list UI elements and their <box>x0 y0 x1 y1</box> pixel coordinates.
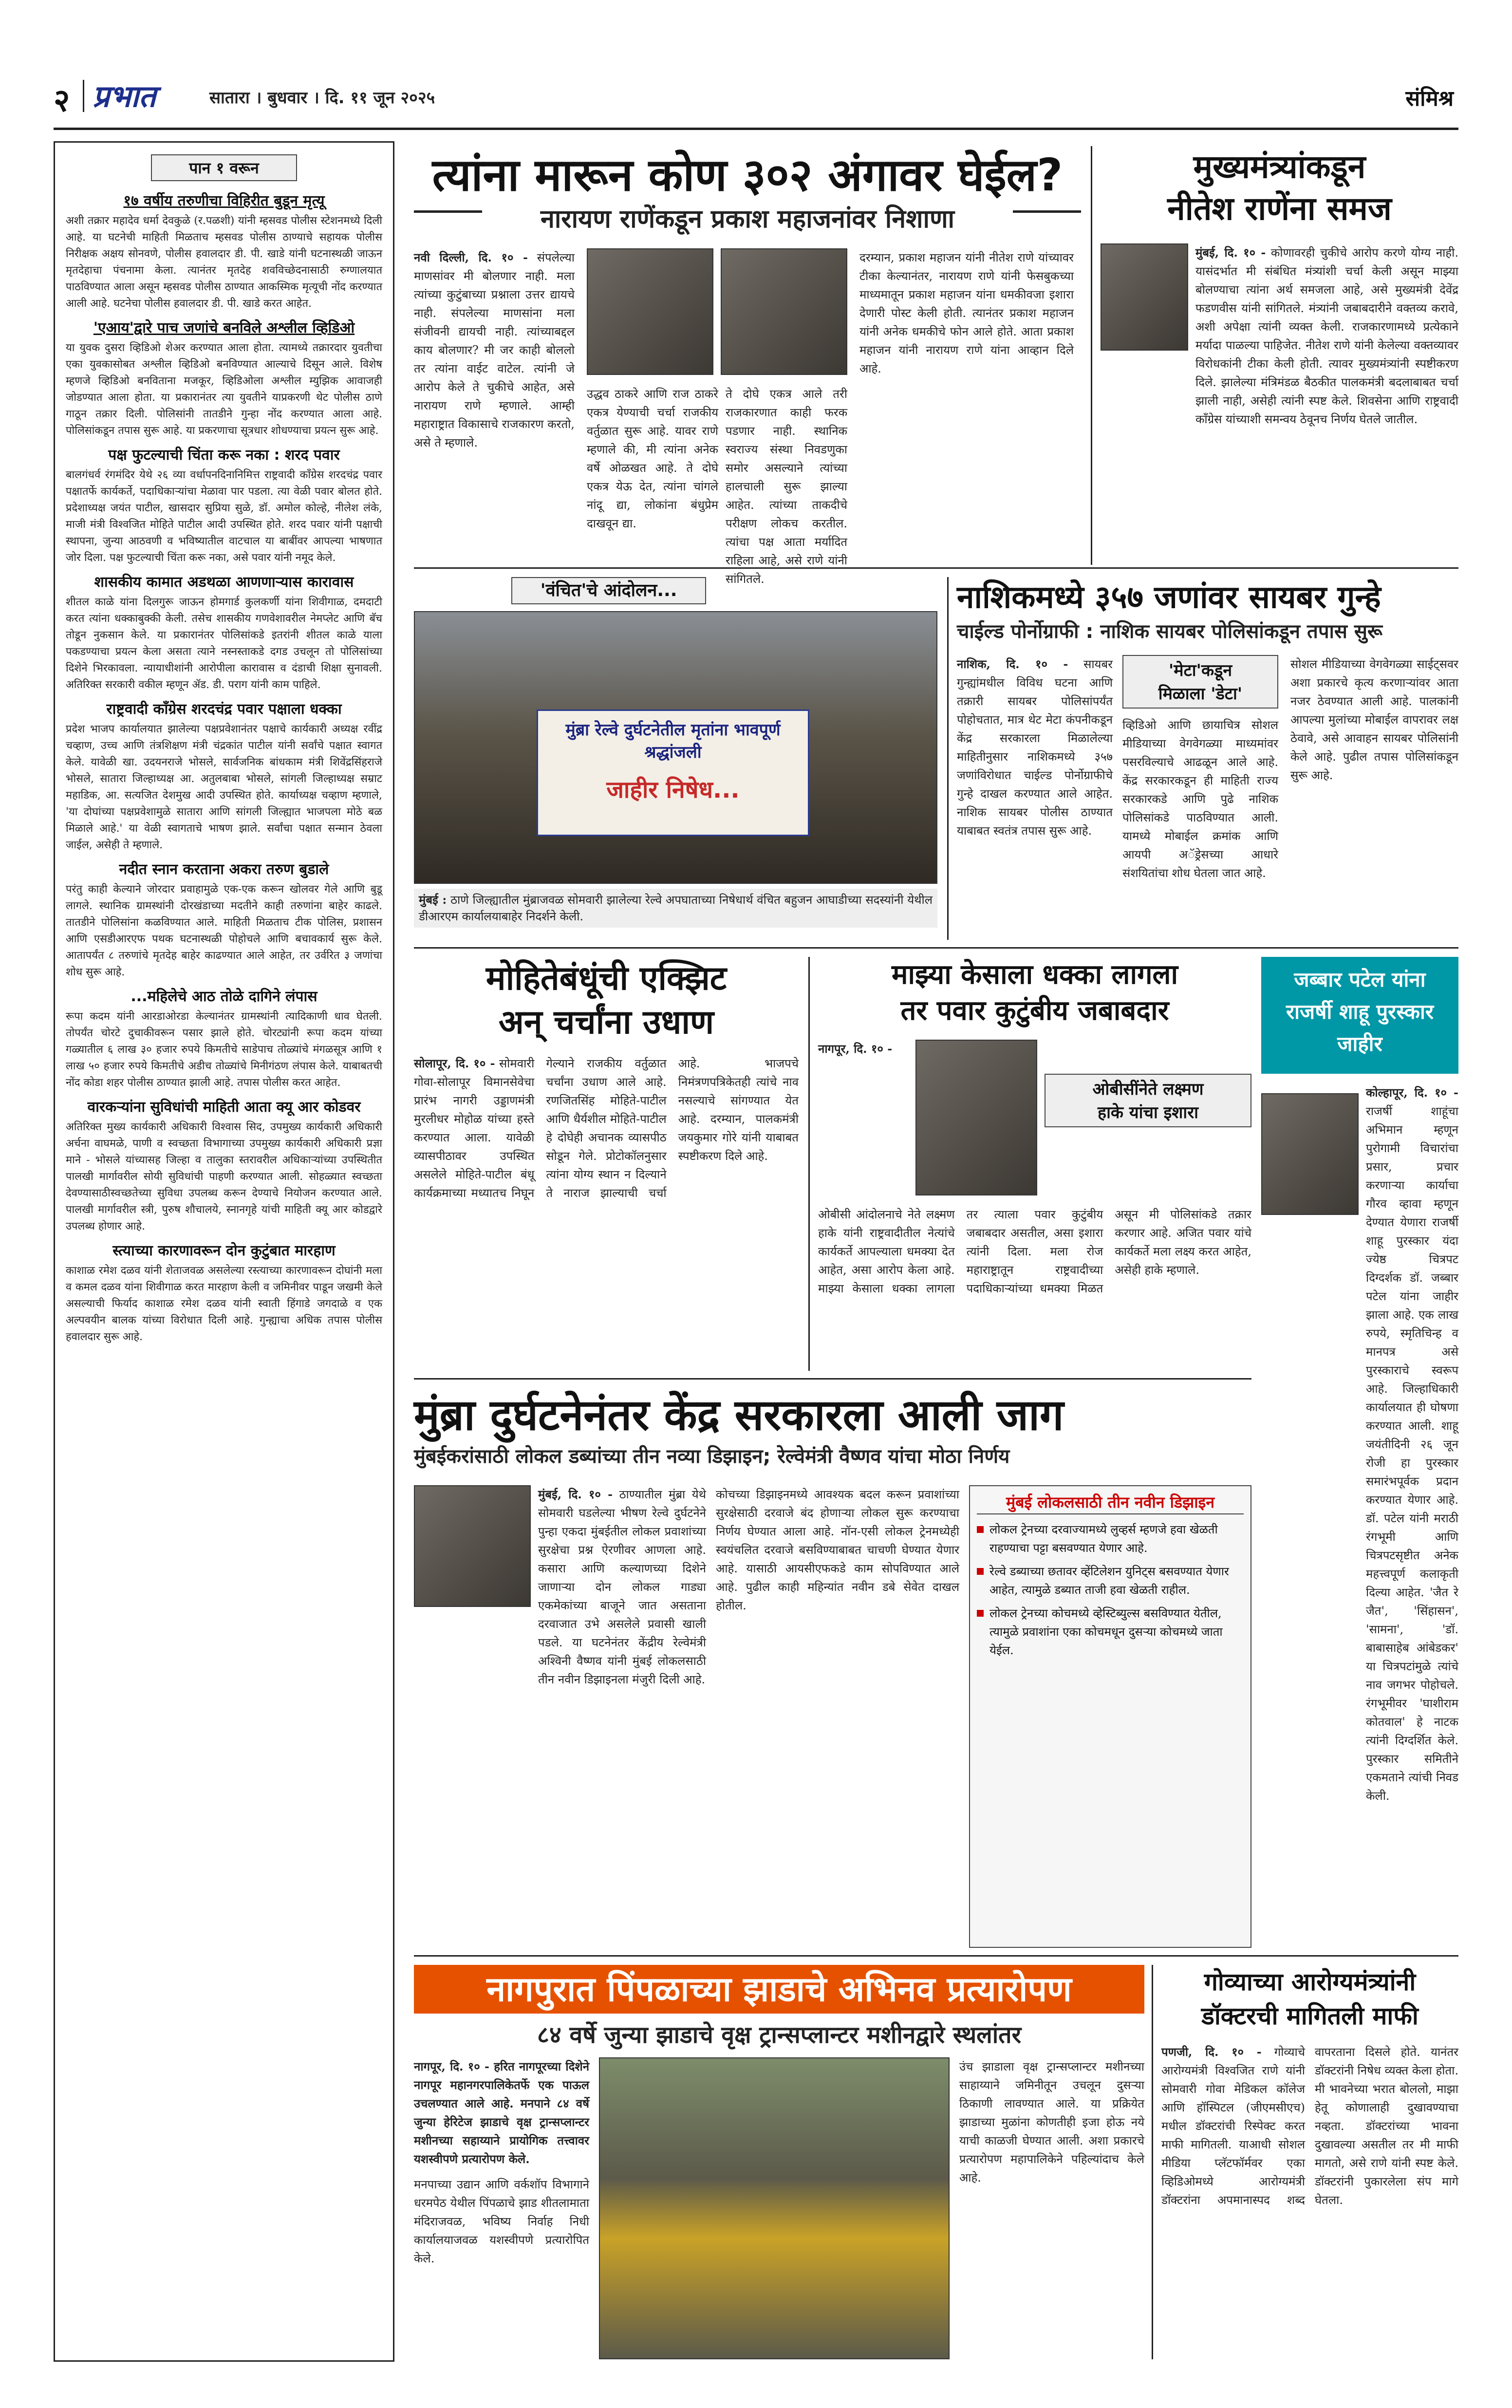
award-body <box>1261 1083 1458 1950</box>
page-number: २ <box>54 83 70 119</box>
hake-headline-1: माझ्या केसाला धक्का लागला <box>891 959 1178 990</box>
left-story-4 <box>66 571 382 693</box>
factbox-item <box>977 1604 1244 1660</box>
nagpur-header <box>414 1965 1144 2014</box>
goa-headline-2: डॉक्टरची मागितली माफी <box>1201 2002 1419 2030</box>
section-rule <box>414 1378 1251 1380</box>
cm-headline-1: मुख्यमंत्र्यांकडून <box>1193 148 1366 186</box>
goa-dateline: पणजी, दि. १० - <box>1161 2045 1262 2059</box>
left-story-5 <box>66 698 382 854</box>
factbox-point: रेल्वे डब्याच्या छतावर व्हेंटिलेशन युनिट्स बसवण्यात येणार आहेत, त्यामुळे डब्यात ताजी हवा खेळती राहील. <box>989 1565 1229 1597</box>
bullet-icon <box>977 1610 984 1617</box>
left-story-6 <box>66 859 382 981</box>
lead-rule-left <box>414 210 482 213</box>
mohite-dateline: सोलापूर, दि. १० - <box>414 1056 495 1070</box>
photo-laxman-hake <box>915 1040 1037 1195</box>
left-story-2 <box>66 317 382 439</box>
left-story-8 <box>66 1096 382 1235</box>
left-story-3 <box>66 444 382 566</box>
goa-text: गोव्याचे आरोग्यमंत्री विश्वजित राणे यांनी सोमवारी गोवा मेडिकल कॉलेज आणि हॉस्पिटल (जीएमसीएच) मधील डॉक्टरांची रिस्पेक्ट करत माफी मागितली. याआधी सोशल मीडिया प्लॅटफॉर्मवर एका व्हिडिओमध्ये आरोग्यमंत्री डॉक्टरांना अपमानास्पद शब्द वापरताना दिसले होते. यानंतर डॉक्टरांनी निषेध व्यक्त केला होता. मी भावनेच्या भरात बोललो, माझा हेतू कोणालाही दुखावण्याचा नव्हता. डॉक्टरांच्या भावना दुखावल्या असतील तर मी माफी मागतो, असे राणे यांनी स्पष्ट केले. डॉक्टरांनी पुकारलेला संप मागे घेतला. <box>1161 2045 1458 2207</box>
section-rule <box>414 1955 1458 1957</box>
cyber-col-3: सोशल मीडियाच्या वेगवेगळ्या साईट्सवर अशा प्रकारचे कृत्य करणाऱ्यांवर आता नजर ठेवण्यात आली आहे. पालकांनी आपल्या मुलांच्या मोबाईल वापरावर लक्ष ठेवावे, असे आवाहन सायबर पोलिसांनी केले आहे. पुढील तपास पोलिसांकडून सुरू आहे. <box>1290 657 1458 782</box>
story-heading: १७ वर्षीय तरुणीचा विहिरीत बुडून मृत्यू <box>123 192 325 209</box>
goa-body <box>1161 2043 1458 2359</box>
section-rule <box>414 947 1458 949</box>
story-text: शीतल काळे यांना दिलगुरू जाऊन होमगार्ड कुलकर्णी यांना शिवीगाळ, दमदाटी करत त्यांना धक्काबुक्की केली. तसेच शासकीय गणवेशावरील नेमप्लेट आणि बॅच तोडून नुकसान केले. या प्रकारानंतर पोलिसांकडे इतरांनी शीतल काळे याला पकडण्याचा प्रयत्न केला असता त्याने नस्नस्ताकडे दगड उचलून तो पोलिसांच्या दिशेने भिरकावला. न्यायाधीशांनी आरोपीला कारावास व दंडाची शिक्षा सुनावली. अतिरिक्त सरकारी वकील म्हणून ॲड. डी. पराग यांनी काम पाहिले. <box>66 596 382 691</box>
story-heading: पक्ष फुटल्याची चिंता करू नका : शरद पवार <box>108 447 340 464</box>
story-text: रूपा कदम यांनी आरडाओरडा केल्यानंतर ग्रामस्थांनी त्यादिकाणी धाव घेतली. तोपर्यंत चोरटे दुचाकीवरून पसार झाले होते. चोरट्यांनी रूपा कदम यांच्या गळ्यातील ६ लाख ३० हजार रुपये किमतीचे साडेपाच तोळ्यांचे मंगळसूत्र आणि १ लाख ५० हजार रुपये किमतीचे अडीच तोळ्यांचे मिनीगंठण लंपास केले. याबाबतची नोंद काेडा शहर पोलीस ठाण्यात झाली आहे. तपास पोलीस करत आहेत. <box>66 1010 382 1089</box>
photo-narayan-rane <box>587 248 713 375</box>
cyber-text-1: सायबर गुन्ह्यांमधील विविध घटना आणि तक्रारी सायबर पोलिसांपर्यंत पोहोचतात, मात्र थेट मेटा कंपनीकडून केंद्र सरकारला मिळालेल्या माहितीनुसार नाशिकमध्ये ३५७ जणांविरोधात चाईल्ड पोर्नोग्राफीचे गुन्हे दाखल करण्यात आले आहेत. नाशिक सायबर पोलीस ठाण्यात याबाबत स्वतंत्र तपास सुरू आहे. <box>957 657 1113 838</box>
story-heading: नदीत स्नान करताना अकरा तरुण बुडाले <box>119 861 329 878</box>
lead-col-3: ते दोघे एकत्र आले तरी राजकारणात काही फरक पडणार नाही. स्थानिक स्वराज्य संस्था निवडणुका समोर असल्याने त्यांच्या हालचाली सुरू झाल्या आहेत. त्यांच्या ताकदीचे परीक्षण लोकच करतील. त्यांचा पक्ष आता मर्यादित राहिला आहे, असे राणे यांनी सांगितले. <box>726 387 847 586</box>
left-column-header <box>151 154 297 181</box>
lead-rule-right <box>1013 210 1081 213</box>
column-rule <box>1152 1965 1153 2359</box>
mohite-story <box>414 957 799 1371</box>
mumbra-story <box>414 1388 1251 1948</box>
mohite-text: सोमवारी गोवा-सोलापूर विमानसेवेचा प्रारंभ नागरी उड्डाणमंत्री मुरलीधर मोहोळ यांच्या हस्ते करण्यात आला. यावेळी व्यासपीठावर उपस्थित असलेले मोहिते-पाटील बंधू कार्यक्रमाच्या मध्यातच निघून गेल्याने राजकीय वर्तुळात चर्चांना उधाण आले आहे. रणजितसिंह मोहिते-पाटील आणि धैर्यशील मोहिते-पाटील हे दोघेही अचानक व्यासपीठ सोडून गेले. प्रोटोकॉलनुसार त्यांना योग्य स्थान न दिल्याने ते नाराज झाल्याची चर्चा आहे. भाजपचे निमंत्रणपत्रिकेतही त्यांचे नाव नसल्याचे सांगण्यात येत आहे. दरम्यान, पालकमंत्री जयकुमार गोरे यांनी याबाबत स्पष्टीकरण दिले आहे. <box>414 1057 799 1200</box>
award-headline-2: राजर्षी शाहू पुरस्कार <box>1286 1000 1434 1024</box>
lead-col-4: दरम्यान, प्रकाश महाजन यांनी नीतेश राणे यांच्यावर टीका केल्यानंतर, नारायण राणे यांनी फेसबुकच्या माध्यमातून प्रकाश महाजन यांना धमकीवजा इशारा देणारी पोस्ट केली होती. त्यानंतर प्रकाश महाजन यांनी अनेक धमकीचे फोन आले होते. आता प्रकाश महाजन यांनी नारायण राणे यांना आव्हान दिले आहे. <box>859 251 1074 375</box>
nagpur-headline: नागपुरात पिंपळाच्या झाडाचे अभिनव प्रत्यारोपण <box>486 1969 1072 2009</box>
mumbra-col-1 <box>414 1485 706 1948</box>
story-text: काशाळ रमेश दळव यांनी शेताजवळ असलेल्या रस्त्याच्या कारणावरून दोघांनी मला व कमल दळव यांना शिवीगाळ करत मारहाण केली व जमिनीवर पाडून जखमी केले असल्याची फिर्याद काशाळ रमेश दळव यांनी स्वाती हिंगाडे जगदाळे व एक अल्पवयीन बालक यांच्या विरोधात दिली आहे. गुन्ह्याचा अधिक तपास पोलीस हवालदार सुरू आहे. <box>66 1265 382 1343</box>
story-heading: ...महिलेचे आठ तोळे दागिने लंपास <box>131 988 317 1005</box>
lead-text-1: संपलेल्या माणसांवर मी बोलणार नाही. मला त्यांच्या कुटुंबाच्या प्रश्नाला उत्तर द्यायचे नाही. संपलेल्या माणसांना मला संजीवनी द्यायची नाही. त्यांच्याबद्दल काय बोलणार? मी जर काही बोललो तर त्यांना वाईट वाटेल. त्यांनी जे आरोप केले ते चुकीचे आहेत, असे नारायण राणे म्हणाले. आम्ही महाराष्ट्रात विकासाचे राजकारण करतो, असे ते म्हणाले. <box>414 251 575 449</box>
mumbra-subhead: मुंबईकरांसाठी लोकल डब्यांच्या तीन नव्या डिझाइन; रेल्वेमंत्री वैष्णव यांचा मोठा निर्णय <box>414 1445 1010 1468</box>
hake-dateline: नागपूर, दि. १० - <box>818 1042 893 1056</box>
story-text: परंतु काही केल्याने जोरदार प्रवाहामुळे एक-एक करून खोलवर गेले आणि बुडू लागले. स्थानिक ग्रामस्थांनी दोरखंडाच्या मदतीने काही तरुणांना बाहेर काढले. तातडीने पोलिसांना कळविण्यात आले. माहिती मिळताच टीक पोलिस, प्रशासन आणि एसडीआरएफ पथक घटनास्थळी पोहोचले आणि बचावकार्य सुरू केले. आतापर्यंत ८ तरुणांचे मृतदेह बाहेर काढण्यात आले आहेत, तर उर्वरित ३ जणांचा शोध सुरू आहे. <box>66 883 382 978</box>
left-story-1 <box>66 190 382 312</box>
cyber-box-title-2: मिळाला 'डेटा' <box>1158 684 1243 704</box>
cm-dateline: मुंबई, दि. १० - <box>1195 245 1266 260</box>
section-rule <box>414 567 1458 569</box>
mohite-body <box>414 1054 799 1371</box>
story-heading: स्त्याच्या कारणावरून दोन कुटुंबात मारहाण <box>112 1242 336 1259</box>
goa-headline-1: गोव्याच्या आरोग्यमंत्र्यांनी <box>1204 1968 1416 1996</box>
nagpur-intro: हरित नागपूरच्या दिशेने नागपूर महानगरपालिकेतर्फे एक पाऊल उचलण्यात आले आहे. मनपाने ८४ वर्षे जुन्या हेरिटेज झाडाचे वृक्ष ट्रान्सप्लान्टर मशीनच्या सहाय्याने प्रायोगिक तत्त्वावर यशस्वीपणे प्रत्यारोपण केले. <box>414 2059 590 2166</box>
protest-photo-story <box>414 577 937 940</box>
award-dateline: कोल्हापूर, दि. १० - <box>1366 1085 1458 1100</box>
nagpur-text-1: मनपाच्या उद्यान आणि वर्कशॉप विभागाने धरमपेठ येथील पिंपळाचे झाड शीतलामाता मंदिराजवळ, भविष्य निर्वाह निधी कार्यालयाजवळ यशस्वीपणे प्रत्यारोपित केले. <box>414 2178 589 2265</box>
protest-photo <box>414 611 937 884</box>
lead-col-1 <box>414 248 575 565</box>
photo-tree-transplanter <box>599 2057 950 2359</box>
hake-body: ओबीसी आंदोलनाचे नेते लक्ष्मण हाके यांनी राष्ट्रवादीतील नेत्यांचे कार्यकर्ते आपल्याला धमक्या देत आहेत, असा आरोप केला आहे. माझ्या केसाला धक्का लागला तर त्याला पवार कुटुंबीय जबाबदार असतील, असा इशारा त्यांनी दिला. मला रोज महाराष्ट्रातून राष्ट्रवादीच्या पदाधिकाऱ्यांच्या धमक्या मिळत असून मी पोलिसांकडे तक्रार करणार आहे. अजित पवार यांचे कार्यकर्ते मला लक्ष्य करत आहेत, असेही हाके म्हणाले. <box>818 1208 1251 1295</box>
mohite-headline-2: अन् चर्चांना उधाण <box>498 1003 714 1042</box>
continued-label: पान १ वरून <box>189 159 259 177</box>
cyber-dateline: नाशिक, दि. १० - <box>957 657 1068 671</box>
nagpur-col-1 <box>414 2057 589 2359</box>
column-rule <box>947 577 949 940</box>
cm-text: कोणावरही चुकीचे आरोप करणे योग्य नाही. यासंदर्भात मी संबंधित मंत्र्यांशी चर्चा केली असून माझ्या बोलण्याचा त्यांना अर्थ समजला आहे, असे मुख्यमंत्री देवेंद्र फडणवीस यांनी सांगितले. मंत्र्यांनी जबाबदारीने वक्तव्य करावे, अशी अपेक्षा त्यांनी व्यक्त केली. राजकारणामध्ये प्रत्येकाने मर्यादा पाळल्या पाहिजेत. नीतेश राणे यांनी केलेल्या वक्तव्यावर विरोधकांनी टीका केली होती. त्यावर मुख्यमंत्र्यांनी स्पष्टीकरण दिले. झालेल्या मंत्रिमंडळ बैठकीत पालकमंत्री बदलाबाबत चर्चा झाली नाही, असेही त्यांनी स्पष्ट केले. शिवसेना आणि राष्ट्रवादी काँग्रेस यांच्याशी समन्वय ठेवूनच निर्णय घेतले जातील. <box>1195 246 1458 426</box>
lead-subhead: नारायण राणेंकडून प्रकाश महाजनांवर निशाणा <box>540 205 955 234</box>
banner-text: मुंब्रा रेल्वे दुर्घटनेतील मृतांना भावपूर्ण श्रद्धांजली <box>565 720 781 762</box>
left-column <box>54 141 394 2362</box>
cm-story <box>1101 146 1458 565</box>
story-heading: राष्ट्रवादी काँग्रेस शरदचंद्र पवार पक्षाला धक्का <box>106 701 342 718</box>
cyber-box-title-1: 'मेटा'कडून <box>1168 661 1232 680</box>
hake-box <box>1045 1074 1251 1127</box>
mohite-headline-1: मोहितेबंधूंची एक्झिट <box>485 959 727 998</box>
factbox-item <box>977 1520 1244 1557</box>
story-text: प्रदेश भाजप कार्यालयात झालेल्या पक्षप्रवेशानंतर पक्षाचे कार्यकारी अध्यक्ष रवींद्र चव्हाण, उच्च आणि तंत्रशिक्षण मंत्री चंद्रकांत पाटील यांनी सर्वांचे पक्षात स्वागत केले. यावेळी खा. उदयनराजे भोसले, सार्वजनिक बांधकाम मंत्री शिवेंद्रसिंहराजे भोसले, सातारा जिल्हाध्यक्ष आ. अतुलबाबा भोसले, सांगली जिल्हाध्यक्ष सम्राट महाडिक, आ. सत्यजित देशमुख आदी उपस्थित होते. कार्याध्यक्ष चव्हाण म्हणाले, 'या दोघांच्या पक्षप्रवेशामुळे सातारा आणि सांगली जिल्ह्यात भाजपला मोठे बळ मिळाले आहे.' या वेळी स्वागताचे भाषण झाले. सर्वांचा पक्षात सन्मान ठेवला जाईल, असेही ते म्हणाले. <box>66 723 382 851</box>
masthead-dateline: सातारा । बुधवार । दि. ११ जून २०२५ <box>209 88 435 108</box>
award-headline-1: जब्बार पटेल यांना <box>1294 968 1426 991</box>
nagpur-story <box>414 1965 1144 2359</box>
story-text: बालगंधर्व रंगमंदिर येथे २६ व्या वर्धापनदिनानिमित्त राष्ट्रवादी काँग्रेस शरदचंद्र पवार पक्षातर्फे कार्यकर्ते, पदाधिकाऱ्यांचा मेळावा पार पडला. त्या वेळी पवार बोलत होते. प्रदेशाध्यक्ष जयंत पाटील, खासदार सुप्रिया सुळे, डॉ. अमोल कोल्हे, नीलेश लंके, माजी मंत्री विश्वजित मोहिते पाटील आदी उपस्थित होते. शरद पवार यांनी पक्षाची स्थापना, जुन्या आठवणी व भविष्यातील वाटचाल या बाबींवर आपल्या भाषणात जोर दिला. पक्ष फुटल्याची चिंता करू नका, असे पवार यांनी नमूद केले. <box>66 469 382 564</box>
story-heading: वारकऱ्यांना सुविधांची माहिती आता क्यू आर कोडवर <box>87 1099 361 1116</box>
caption-lead: मुंबई : <box>419 893 447 907</box>
photo-prakash-mahajan <box>721 248 847 375</box>
masthead-rule <box>54 128 1458 130</box>
hake-dateline-col <box>818 1040 911 1200</box>
hake-box-line-1: ओबीसींनेते लक्ष्मण <box>1092 1080 1204 1099</box>
lead-dateline: नवी दिल्ली, दि. १० - <box>414 250 528 264</box>
hake-headline-2: तर पवार कुटुंबीय जबाबदार <box>900 995 1169 1027</box>
cm-body <box>1101 243 1458 565</box>
cyber-subhead: चाईल्ड पोर्नोग्राफी : नाशिक सायबर पोलिसांकडून तपास सुरू <box>957 620 1382 643</box>
column-rule <box>808 957 810 1371</box>
left-story-7 <box>66 986 382 1091</box>
lead-story <box>414 146 1081 586</box>
factbox-item <box>977 1562 1244 1599</box>
story-heading: शासकीय कामात अडथळा आणणाऱ्यास कारावास <box>94 574 354 591</box>
hake-story <box>818 957 1251 1371</box>
mumbra-factbox <box>969 1485 1251 1948</box>
story-text: या युवक दुसरा व्हिडिओ शेअर करण्यात आला होता. त्यामध्ये तक्रारदार युवतीचा एका युवकासोबत अश्लील व्हिडिओ बनविण्यात आल्याचे दिसून आले. विशेष म्हणजे व्हिडिओ बनविताना मजकूर, व्हिडिओला अश्लील म्युझिक आवाजही जोडण्यात आला होता. या प्रकारानंतर त्या युवतीने याप्रकरणी थेट पोलीस ठाणे गाठून तक्रार दिली. पोलिसांनी तातडीने गुन्हा नोंद करण्यात आला आहे. पोलिसांकडून तपास सुरू आहे. या प्रकरणाचा सूत्रधार शोधण्याचा प्रयत्न सुरू आहे. <box>66 342 382 437</box>
bullet-icon <box>977 1568 984 1575</box>
mumbra-text-1: ठाण्यातील मुंब्रा येथे सोमवारी घडलेल्या भीषण रेल्वे दुर्घटनेने पुन्हा एकदा मुंबईतील लोकल प्रवाशांच्या सुरक्षेचा प्रश्न ऐरणीवर आणला आहे. कसारा आणि कल्याणच्या दिशेने जाणाऱ्या दोन लोकल गाड्या एकमेकांच्या बाजूने जात असताना दरवाजात उभे असलेले प्रवासी खाली पडले. या घटनेनंतर केंद्रीय रेल्वेमंत्री अश्विनी वैष्णव यांनी मुंबई लोकलसाठी तीन नवीन डिझाइनला मंजुरी दिली आहे. <box>538 1488 706 1686</box>
mumbra-headline: मुंब्रा दुर्घटनेनंतर केंद्र सरकारला आली जाग <box>414 1390 1064 1440</box>
award-text: राजर्षी शाहूंचा अभिमान म्हणून पुरोगामी विचारांचा प्रसार, प्रचार करणाऱ्या कार्याचा गौरव व्हावा म्हणून देण्यात येणारा राजर्षी शाहू पुरस्कार यंदा ज्येष्ठ चित्रपट दिग्दर्शक डॉ. जब्बार पटेल यांना जाहीर झाला आहे. एक लाख रुपये, स्मृतिचिन्ह व मानपत्र असे पुरस्काराचे स्वरूप आहे. जिल्हाधिकारी कार्यालयात ही घोषणा करण्यात आली. शाहू जयंतीदिनी २६ जून रोजी हा पुरस्कार समारंभपूर्वक प्रदान करण्यात येणार आहे. डॉ. पटेल यांनी मराठी रंगभूमी आणि चित्रपटसृष्टीत अनेक महत्त्वपूर्ण कलाकृती दिल्या आहेत. 'जैत रे जैत', 'सिंहासन', 'सामना', 'डॉ. बाबासाहेब आंबेडकर' या चित्रपटांमुळे त्यांचे नाव जगभर पोहोचले. रंगभूमीवर 'घाशीराम कोतवाल' हे नाटक त्यांनी दिग्दर्शित केले. पुरस्कार समितीने एकमताने त्यांची निवड केली. <box>1366 1104 1458 1803</box>
masthead-logo: प्रभात <box>93 78 156 114</box>
story-heading: 'एआय'द्वारे पाच जणांचे बनविले अश्लील व्हिडिओ <box>93 319 355 336</box>
masthead <box>54 73 1458 127</box>
cyber-col-2: व्हिडिओ आणि छायाचित्र सोशल मीडियाच्या वेगवेगळ्या माध्यमांवर पसरविल्याचे आढळून आले आहे. केंद्र सरकारकडून ही माहिती राज्य सरकारकडे आणि पुढे नाशिक पोलिसांकडे पाठविण्यात आली. यामध्ये मोबाईल क्रमांक आणि आयपी अॅड्रेसच्या आधारे संशयितांचा शोध घेतला जात आहे. <box>1122 718 1278 880</box>
mumbra-col-2: कोचच्या डिझाइनमध्ये आवश्यक बदल करून प्रवाशांच्या सुरक्षेसाठी दरवाजे बंद होणाऱ्या लोकल सुरू करण्याचा निर्णय घेण्यात आला आहे. नॉन-एसी लोकल ट्रेनमध्येही स्वयंचलित दरवाजे बसविण्याबाबत चाचणी घेण्यात येणार आहे. यासाठी आयसीएफकडे काम सोपविण्यात आले आहे. पुढील काही महिन्यांत नवीन डबे सेवेत दाखल होतील. <box>716 1488 959 1612</box>
nagpur-dateline: नागपूर, दि. १० - <box>414 2059 489 2073</box>
caption-text: ठाणे जिल्ह्यातील मुंब्राजवळ सोमवारी झालेल्या रेल्वे अपघाताच्या निषेधार्थ वंचित बहुजन आघाडीच्या सदस्यांनी येथील डीआरएम कार्यालयाबाहेर निदर्शने केली. <box>419 893 933 923</box>
bullet-icon <box>977 1526 984 1533</box>
mumbra-dateline: मुंबई, दि. १० - <box>538 1487 613 1501</box>
factbox-point: लोकल ट्रेनच्या दरवाज्यामध्ये लुव्हर्स म्हणजे हवा खेळती राहण्याचा पट्टा बसवण्यात येणार आहे. <box>989 1523 1218 1555</box>
masthead-section: संमिश्र <box>1405 86 1454 111</box>
award-header <box>1261 957 1458 1074</box>
protest-banner <box>537 709 809 836</box>
lead-col-2: उद्धव ठाकरे आणि राज ठाकरे एकत्र येण्याची चर्चा राजकीय वर्तुळात सुरू आहे. यावर राणे म्हणाले की, मी त्यांना अनेक वर्षे ओळखत आहे. ते दोघे एकत्र येऊ देत, त्यांना चांगले नांदू द्या, लोकांना बंधुप्रेम दाखवून द्या. <box>587 387 718 530</box>
protest-title: 'वंचित'चे आंदोलन... <box>540 580 677 600</box>
cyber-headline: नाशिकमध्ये ३५७ जणांवर सायबर गुन्हे <box>957 579 1381 616</box>
masthead-divider <box>83 80 84 112</box>
banner-subtext: जाहीर निषेध... <box>606 776 740 803</box>
lead-headline: त्यांना मारून कोण ३०२ अंगावर घेईल? <box>432 149 1063 201</box>
award-headline-3: जाहीर <box>1337 1032 1382 1056</box>
cyber-box <box>1122 655 1278 709</box>
story-text: अशी तक्रार महादेव धर्मा देवकुळे (र.पळशी) यांनी म्हसवड पोलीस स्टेशनमध्ये दिली आहे. या घटनेची माहिती मिळताच म्हसवड पोलीस ठाण्याचे सहायक पोलीस निरीक्षक अक्षय सोनवणे, पोलीस हवालदार डी. पी. खाडे यांनी घटनास्थळी जाऊन मृतदेहाचा पंचनामा केला. त्यानंतर मृतदेह शवविच्छेदनासाठी रुग्णालयात पाठविण्यात आला असून म्हसवड पोलीस ठाण्यात आकस्मिक मृत्यूची नोंद करण्यात आली आहे. घटनेचा पोलीस हवालदार डी. पी. खाडे करत आहेत. <box>66 215 382 310</box>
left-story-9 <box>66 1240 382 1345</box>
column-rule <box>1091 146 1092 565</box>
nagpur-subhead: ८४ वर्षे जुन्या झाडाचे वृक्ष ट्रान्सप्लान्टर मशीनद्वारे स्थलांतर <box>537 2021 1022 2049</box>
cyber-story <box>957 577 1458 940</box>
story-text: अतिरिक्त मुख्य कार्यकारी अधिकारी विश्वास सिद, उपमुख्य कार्यकारी अधिकारी अर्चना वाघमळे, पाणी व स्वच्छता विभागाच्या उपमुख्य कार्यकारी अधिकारी प्रज्ञा माने - भोसले यांच्यासह जिल्हा व तालुका स्तरावरील अधिकाऱ्यांच्या उपस्थितीत पालखी मार्गावरील सोयी सुविधांची पाहणी करण्यात आली. सोहळ्यात स्वच्छता देवण्यासाठीस्वच्छतेच्या सुविधा उपलब्ध करून देण्याचे नियोजन करण्यात आले. पालखी मार्गावरील स्त्री, पुरुष शौचालये, स्नानगृहे यांची माहिती क्यू आर कोडद्वारे उपलब्ध होणार आहे. <box>66 1121 382 1232</box>
factbox-title: मुंबई लोकलसाठी तीन नवीन डिझाइन <box>977 1491 1244 1514</box>
protest-title-box <box>511 577 706 604</box>
cm-headline-2: नीतेश राणेंना समज <box>1167 190 1392 227</box>
cyber-col-1 <box>957 655 1113 940</box>
factbox-point: लोकल ट्रेनच्या कोचमध्ये व्हेस्टिब्युल्स बसविण्यात येतील, त्यामुळे प्रवाशांना एका कोचमधून दुसऱ्या कोचमध्ये जाता येईल. <box>989 1606 1223 1657</box>
goa-story <box>1161 1965 1458 2359</box>
hake-box-line-2: हाके यांचा इशारा <box>1098 1103 1198 1122</box>
nagpur-col-3: उंच झाडाला वृक्ष ट्रान्सप्लान्टर मशीनच्या साहाय्याने जमिनीतून उचलून दुसऱ्या ठिकाणी लावण्यात आले. या प्रक्रियेत झाडाच्या मुळांना कोणतीही इजा होऊ नये याची काळजी घेण्यात आली. अशा प्रकारचे प्रत्यारोपण महापालिकेने पहिल्यांदाच केले आहे. <box>959 2060 1144 2184</box>
award-story <box>1261 957 1458 1950</box>
protest-caption <box>414 889 937 928</box>
